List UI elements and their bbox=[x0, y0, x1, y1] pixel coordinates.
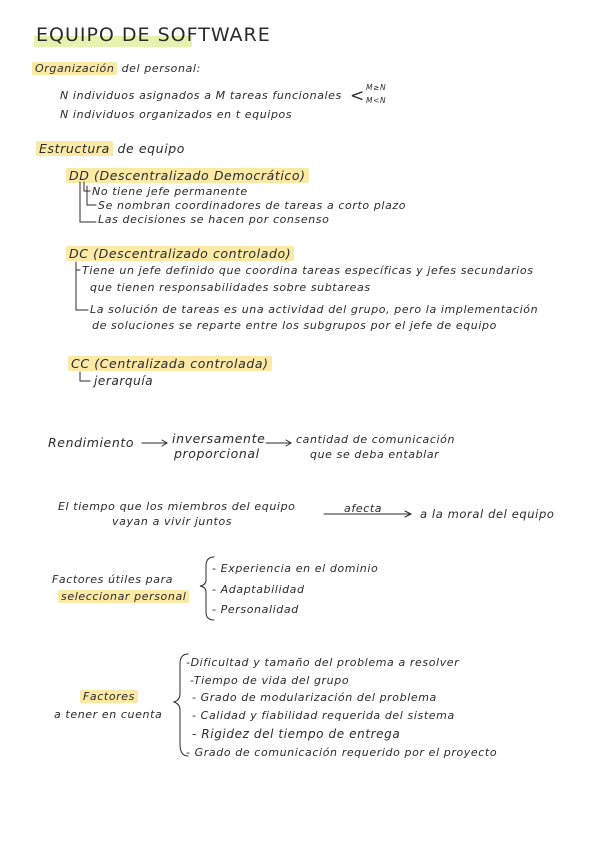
tiempo-arrow-head bbox=[405, 511, 411, 517]
rend-arrow-1-head bbox=[162, 440, 167, 446]
cc-title bbox=[68, 356, 272, 371]
dc-item-1b: que tienen responsabilidades sobre subtareas bbox=[90, 281, 371, 294]
cc-branch bbox=[80, 372, 90, 381]
tiempo-line-a: El tiempo que los miembros del equipo bbox=[58, 500, 296, 513]
rendimiento-target-b: que se deba entablar bbox=[310, 448, 440, 461]
structure-heading-rest: de equipo bbox=[117, 141, 186, 156]
page-title bbox=[36, 24, 271, 46]
factores-label-b: a tener en cuenta bbox=[54, 708, 163, 721]
cc-item: jerarquía bbox=[94, 374, 154, 388]
title-text: EQUIPO DE SOFTWARE bbox=[36, 24, 271, 46]
tiempo-target: a la moral del equipo bbox=[420, 507, 555, 521]
dc-title bbox=[66, 246, 294, 261]
rendimiento-label: Rendimiento bbox=[48, 435, 135, 450]
factores-item-3: - Grado de modularización del problema bbox=[192, 691, 437, 704]
factores-label-a bbox=[80, 690, 138, 703]
dc-item-1a: Tiene un jefe definido que coordina tareas específicas y jefes secundarios bbox=[82, 264, 534, 277]
org-heading bbox=[32, 62, 201, 75]
org-line-2: N individuos organizados en t equipos bbox=[60, 108, 293, 121]
structure-heading bbox=[36, 141, 185, 156]
org-rel-bottom: M<N bbox=[366, 96, 387, 105]
cc-title-text: CC (Centralizada controlada) bbox=[68, 356, 272, 371]
dd-title bbox=[66, 168, 309, 183]
dd-item-3: Las decisiones se hacen por consenso bbox=[98, 213, 330, 226]
dd-branch-1 bbox=[84, 182, 90, 191]
utiles-item-1: - Experiencia en el dominio bbox=[212, 562, 379, 575]
org-heading-rest: del personal: bbox=[121, 62, 201, 75]
rendimiento-target-a: cantidad de comunicación bbox=[296, 433, 456, 446]
org-line-1: N individuos asignados a M tareas funcionales bbox=[60, 89, 342, 102]
utiles-label-b-highlight: seleccionar personal bbox=[58, 590, 189, 603]
rendimiento-rel-b: proporcional bbox=[174, 446, 260, 461]
dc-item-2b: de soluciones se reparte entre los subgrupos por el jefe de equipo bbox=[92, 319, 497, 332]
rendimiento-rel-a: inversamente bbox=[172, 431, 266, 446]
org-bracket: < bbox=[350, 86, 365, 106]
rend-arrow-2-head bbox=[286, 440, 291, 446]
factores-item-2: -Tiempo de vida del grupo bbox=[190, 674, 350, 687]
utiles-item-3: - Personalidad bbox=[212, 603, 299, 616]
org-rel-top: M≥N bbox=[366, 83, 387, 92]
tiempo-arrow-label: afecta bbox=[344, 502, 383, 515]
utiles-label-a: Factores útiles para bbox=[52, 573, 174, 586]
tiempo-line-b: vayan a vivir juntos bbox=[112, 515, 233, 528]
dc-title-text: DC (Descentralizado controlado) bbox=[66, 246, 294, 261]
org-heading-highlight: Organización bbox=[32, 62, 117, 75]
dd-item-1: No tiene jefe permanente bbox=[92, 185, 248, 198]
factores-label-a-highlight: Factores bbox=[80, 690, 138, 703]
factores-item-4: - Calidad y fiabilidad requerida del sistema bbox=[192, 709, 455, 722]
structure-heading-highlight: Estructura bbox=[36, 141, 113, 156]
dd-item-2: Se nombran coordinadores de tareas a corto plazo bbox=[98, 199, 407, 212]
factores-item-6: - Grado de comunicación requerido por el proyecto bbox=[186, 746, 498, 759]
dc-item-2a: La solución de tareas es una actividad del grupo, pero la implementación bbox=[90, 303, 539, 316]
factores-brace bbox=[174, 654, 188, 756]
utiles-label-b bbox=[58, 590, 189, 603]
factores-item-5: - Rigidez del tiempo de entrega bbox=[192, 727, 401, 741]
factores-item-1: -Dificultad y tamaño del problema a resolver bbox=[186, 656, 460, 669]
dd-title-text: DD (Descentralizado Democrático) bbox=[66, 168, 309, 183]
utiles-item-2: - Adaptabilidad bbox=[212, 583, 305, 596]
